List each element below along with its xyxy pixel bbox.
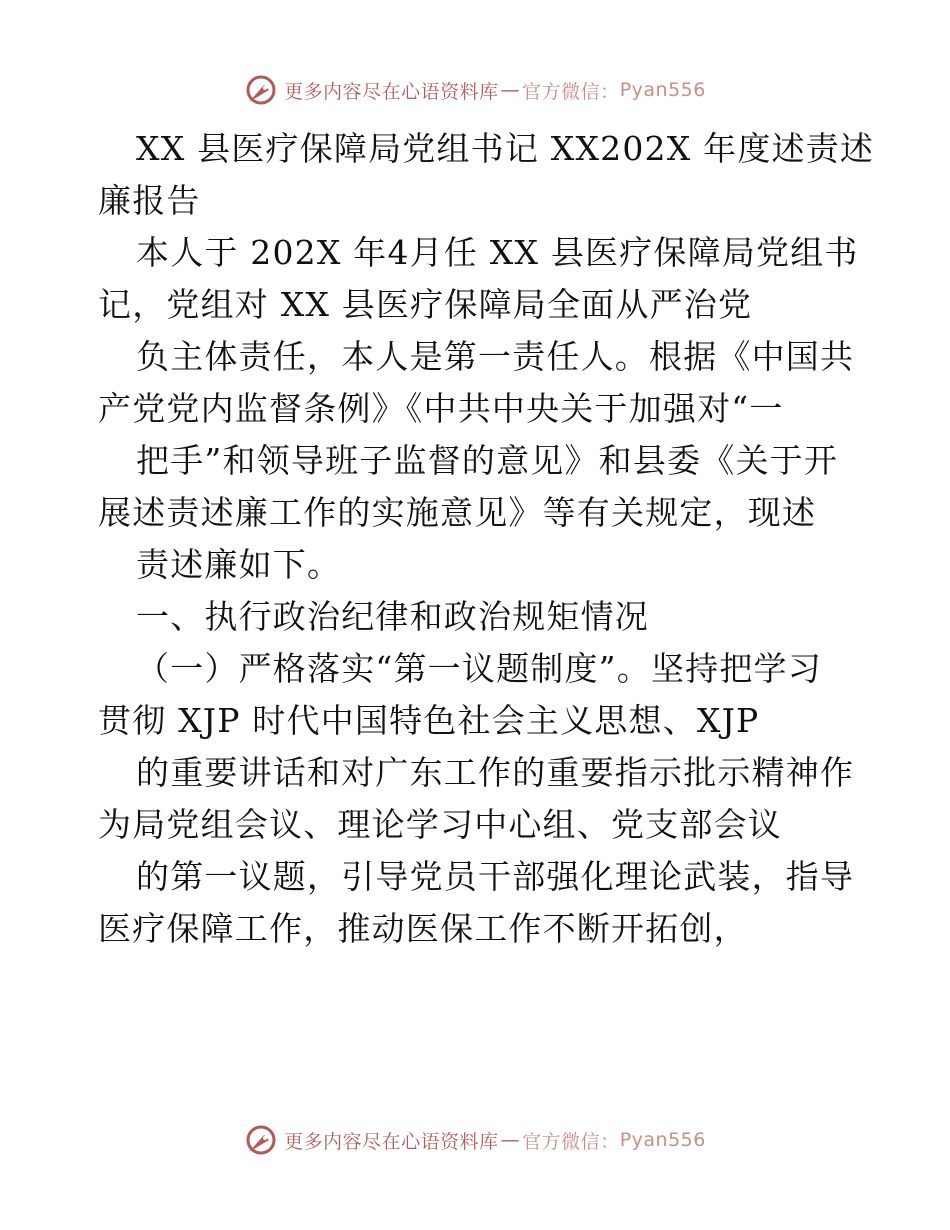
- doc-line: 负主体责任，本人是第一责任人。根据《中国共: [136, 337, 855, 376]
- doc-line: 产党党内监督条例》《中共中央关于加强对“一: [98, 389, 784, 428]
- pen-nib-circle-icon: [244, 73, 278, 107]
- watermark-dash: —: [500, 1129, 521, 1151]
- doc-line: 的重要讲话和对广东工作的重要指示批示精神作: [136, 753, 855, 792]
- document-body: [98, 123, 875, 955]
- footer-watermark: [0, 1120, 950, 1160]
- doc-title-line-2: 廉报告: [98, 181, 201, 220]
- doc-line: 展述责述廉工作的实施意见》等有关规定，现述: [98, 493, 817, 532]
- doc-line: 为局党组会议、理论学习中心组、党支部会议: [98, 805, 782, 844]
- watermark-dash: —: [500, 79, 521, 101]
- pen-nib-circle-icon: [244, 1123, 278, 1157]
- watermark-side-text: 官方微信：: [522, 80, 620, 103]
- doc-line: 的第一议题，引导党员干部强化理论武装，指导: [136, 857, 855, 896]
- section-heading: 一、执行政治纪律和政治规矩情况: [136, 597, 649, 636]
- doc-line: 医疗保障工作，推动医保工作不断开拓创，: [98, 909, 748, 948]
- doc-line: 责述廉如下。: [136, 545, 342, 584]
- watermark-main-text: 更多内容尽在心语资料库: [284, 80, 499, 103]
- watermark-account: Pyan556: [619, 1129, 706, 1151]
- doc-line: 贯彻 XJP 时代中国特色社会主义思想、XJP: [98, 701, 760, 740]
- doc-line: 记，党组对 XX 县医疗保障局全面从严治党: [98, 285, 753, 324]
- watermark-main-text: 更多内容尽在心语资料库: [284, 1130, 499, 1153]
- doc-line: 把手”和领导班子监督的意见》和县委《关于开: [136, 441, 839, 480]
- watermark-account: Pyan556: [619, 79, 706, 101]
- doc-line: 本人于 202X 年4月任 XX 县医疗保障局党组书: [136, 233, 859, 272]
- doc-title-line-1: XX 县医疗保障局党组书记 XX202X 年度述责述: [136, 129, 875, 168]
- header-watermark: [0, 70, 950, 110]
- watermark-side-text: 官方微信：: [522, 1130, 620, 1153]
- subsection-heading: （一）严格落实“第一议题制度”。坚持把学习: [136, 649, 822, 688]
